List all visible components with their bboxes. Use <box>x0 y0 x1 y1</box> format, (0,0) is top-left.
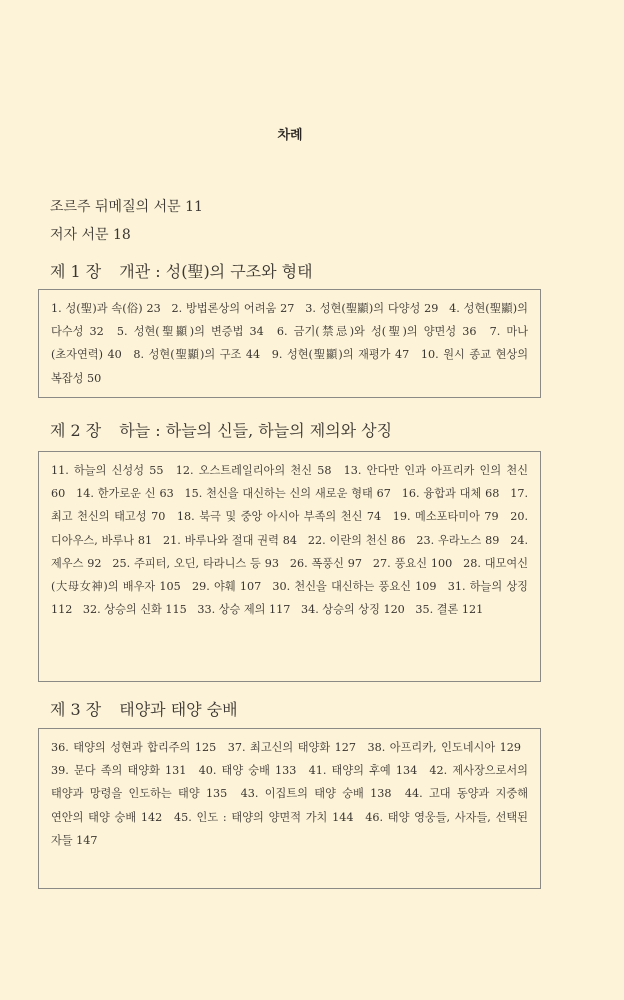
toc-entry: 44. 고대 동양과 지중해 연안의 태양 숭배 142 <box>51 787 529 824</box>
chapter-number: 제 2 장 <box>50 421 102 440</box>
toc-entry: 39. 문다 족의 태양화 131 <box>51 764 187 778</box>
toc-entry: 6. 금기(禁忌)와 성(聖)의 양면성 36 <box>276 325 477 339</box>
front-matter-label: 저자 서문 <box>50 227 109 243</box>
toc-entry: 28. 대모여신(大母女神)의 배우자 105 <box>51 556 528 594</box>
toc-entry: 42. 제사장으로서의 태양과 망령을 인도하는 태양 135 <box>51 764 528 801</box>
toc-entry: 45. 인도 : 태양의 양면적 가치 144 <box>174 810 354 824</box>
chapter-title: 태양과 태양 숭배 <box>119 700 238 719</box>
toc-entry: 40. 태양 숭배 133 <box>198 764 297 778</box>
toc-entry: 33. 상승 제의 117 <box>197 603 291 617</box>
toc-entry: 25. 주피터, 오딘, 타라니스 등 93 <box>112 556 279 570</box>
toc-entry: 8. 성현(聖顯)의 구조 44 <box>133 348 261 362</box>
chapter-number: 제 3 장 <box>50 700 102 719</box>
toc-entry: 1. 성(聖)과 속(俗) 23 <box>51 302 161 315</box>
toc-entry: 7. 마나(초자연력) 40 <box>51 325 529 362</box>
chapter-heading-1 <box>50 259 313 282</box>
toc-entry: 37. 최고신의 태양화 127 <box>227 741 357 754</box>
chapter-heading-3 <box>50 697 238 720</box>
toc-entry: 24. 제우스 92 <box>51 533 529 570</box>
toc-entry: 3. 성현(聖顯)의 다양성 29 <box>305 302 439 315</box>
toc-entry: 30. 천신을 대신하는 풍요신 109 <box>272 580 437 594</box>
toc-entry: 26. 폭풍신 97 <box>289 556 363 570</box>
front-matter-page: 11 <box>185 199 203 215</box>
toc-entry: 21. 바루나와 절대 권력 84 <box>163 533 297 547</box>
front-matter-foreword <box>50 196 203 216</box>
chapter-heading-2 <box>50 418 392 441</box>
page-title: 차례 <box>277 128 303 143</box>
toc-entry: 16. 융합과 대체 68 <box>401 487 500 501</box>
chapter-title: 하늘 : 하늘의 신들, 하늘의 제의와 상징 <box>119 421 393 440</box>
toc-entry: 14. 한가로운 신 63 <box>76 487 174 501</box>
toc-entry: 5. 성현(聖顯)의 변증법 34 <box>116 325 264 339</box>
toc-entry: 34. 상승의 상징 120 <box>300 603 405 617</box>
toc-entry: 20. 디아우스, 바루나 81 <box>51 510 528 547</box>
toc-entry: 18. 북극 및 중앙 아시아 부족의 천신 74 <box>176 510 382 524</box>
toc-entry: 11. 하늘의 신성성 55 <box>51 464 164 477</box>
chapter-title: 개관 : 성(聖)의 구조와 형태 <box>119 262 313 281</box>
toc-entry: 12. 오스트레일리아의 천신 58 <box>175 464 332 477</box>
toc-entry: 4. 성현(聖顯)의 다수성 32 <box>51 302 528 339</box>
toc-entry: 19. 메소포타미아 79 <box>392 510 499 524</box>
toc-entry: 15. 천신을 대신하는 신의 새로운 형태 67 <box>184 487 391 501</box>
front-matter-label: 조르주 뒤메질의 서문 <box>50 199 181 215</box>
toc-entry: 23. 우라노스 89 <box>416 533 500 547</box>
toc-entry: 32. 상승의 신화 115 <box>82 603 187 617</box>
toc-entry: 9. 성현(聖顯)의 재평가 47 <box>271 348 410 362</box>
toc-entry: 29. 야훼 107 <box>192 580 262 594</box>
toc-entry: 38. 아프리카, 인도네시아 129 <box>367 741 521 754</box>
toc-entry: 43. 이집트의 태양 숭배 138 <box>240 787 392 801</box>
chapter-3-contents-box <box>38 728 541 889</box>
toc-entry: 17. 최고 천신의 태고성 70 <box>51 487 528 524</box>
chapter-number: 제 1 장 <box>50 262 102 281</box>
toc-entry: 27. 풍요신 100 <box>372 556 453 570</box>
chapter-1-contents-box <box>38 289 541 398</box>
toc-entry: 22. 이란의 천신 86 <box>307 533 406 547</box>
toc-entry: 31. 하늘의 상징 112 <box>51 580 528 617</box>
toc-entry: 35. 결론 121 <box>415 603 484 617</box>
toc-entry: 46. 태양 영웅들, 사자들, 선택된 자들 147 <box>51 810 528 847</box>
toc-entry: 13. 안다만 인과 아프리카 인의 천신 60 <box>51 464 528 501</box>
toc-entry: 36. 태양의 성현과 합리주의 125 <box>51 741 217 754</box>
toc-entry: 2. 방법론상의 어려움 27 <box>171 302 295 315</box>
toc-entry: 41. 태양의 후예 134 <box>308 764 418 778</box>
front-matter-page: 18 <box>113 227 131 243</box>
front-matter-preface <box>50 224 131 244</box>
toc-entry: 10. 원시 종교 현상의 복잡성 50 <box>51 348 529 385</box>
chapter-2-contents-box <box>38 451 541 682</box>
